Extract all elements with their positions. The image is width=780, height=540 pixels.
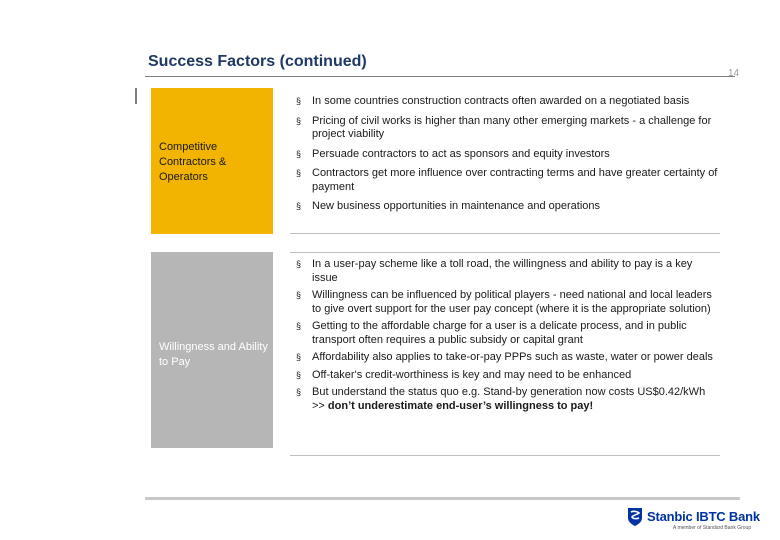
bullet-item: § But understand the status quo e.g. Stand-by generation now costs US$0.42/kWh >> don’t underestimate end-user’s willingness to pay! — [296, 386, 706, 412]
bullet-marker-icon: § — [296, 148, 302, 159]
section-divider — [290, 455, 720, 456]
bullet-marker-icon: § — [296, 321, 302, 331]
bullet-item: § In some countries construction contracts often awarded on a negotiated basis — [296, 95, 690, 107]
page-number: 14 — [728, 68, 740, 79]
bullet-item: § Willingness can be influenced by political players - need national and local leaders to give overt support for the user pay concept (where it is the appropriate solution) — [296, 289, 712, 315]
bullet-item: § In a user-pay scheme like a toll road, the willingness and ability to pay is a key issue — [296, 258, 693, 284]
section-divider — [290, 252, 720, 253]
bullet-marker-icon: § — [296, 168, 302, 178]
bullet-item: § New business opportunities in maintenance and operations — [296, 200, 601, 212]
bullet-marker-icon: § — [296, 115, 302, 126]
shield-logo-icon — [627, 507, 643, 527]
bullet-item: § Getting to the affordable charge for a user is a delicate process, and in public transport often requires a public subsidy or capital grant — [296, 320, 687, 346]
left-accent-tick — [135, 88, 137, 104]
bullet-marker-icon: § — [296, 96, 302, 106]
bullet-list-competitive-contractors — [290, 95, 720, 220]
bullet-item: § Off-taker's credit-worthiness is key and may need to be enhanced — [296, 368, 632, 381]
section-label: Willingness and Ability to Pay — [159, 341, 268, 368]
logo-wordmark: Stanbic IBTC Bank — [647, 509, 760, 524]
logo-tagline: A member of Standard Bank Group — [673, 525, 752, 531]
bullet-item: § Affordability also applies to take-or-pay PPPs such as waste, water or power deals — [296, 351, 713, 363]
section-divider — [290, 233, 720, 234]
section-box-willingness-to-pay — [151, 252, 273, 448]
bullet-list-willingness-to-pay — [290, 258, 720, 417]
bullet-marker-icon: § — [296, 259, 302, 269]
bullet-marker-icon: § — [296, 352, 302, 362]
bullet-item: § Persuade contractors to act as sponsors and equity investors — [296, 147, 610, 160]
bullet-marker-icon: § — [296, 201, 302, 211]
emphasis-text: don’t underestimate end-user’s willingness to pay! — [327, 399, 594, 412]
bullet-marker-icon: § — [296, 387, 302, 397]
footer-divider — [145, 497, 740, 500]
bullet-item: § Pricing of civil works is higher than many other emerging markets - a challenge for project viability — [296, 114, 712, 140]
section-label: Competitive Contractors & Operators — [159, 141, 227, 183]
company-logo — [627, 505, 767, 535]
section-box-competitive-contractors — [151, 88, 273, 234]
title-divider — [145, 76, 735, 77]
bullet-marker-icon: § — [296, 369, 302, 380]
page-title: Success Factors (continued) — [148, 53, 367, 70]
bullet-item: § Contractors get more influence over contracting terms and have greater certainty of payment — [296, 167, 718, 193]
bullet-marker-icon: § — [296, 290, 302, 300]
